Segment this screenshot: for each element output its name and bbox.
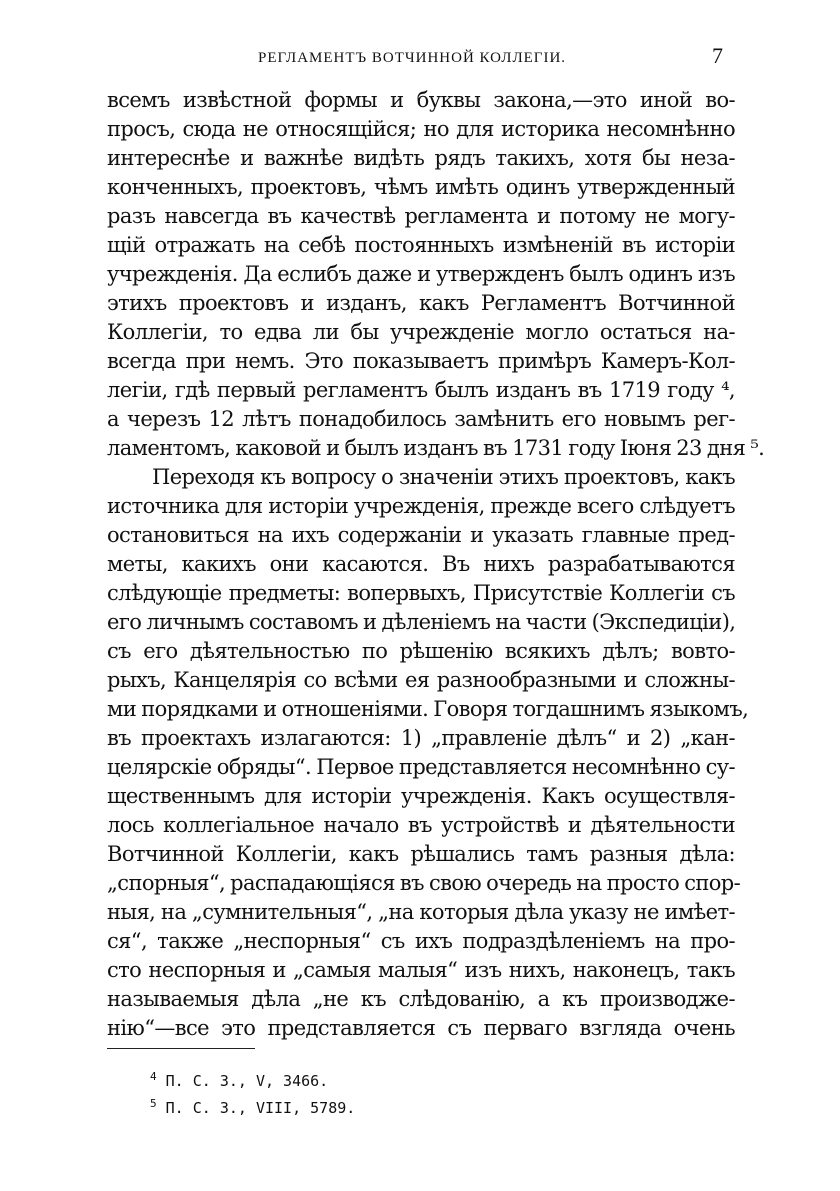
text-line: конченныхъ, проектовъ, чѣмъ имѣть одинъ утвержденный [107,175,735,199]
text-line: щественнымъ для исторіи учрежденія. Какъ осуществля- [107,784,735,808]
footnote-mark: 5 [150,1097,157,1110]
text-line: остановиться на ихъ содержаніи и указать главные пред- [107,523,735,547]
text-line: его личнымъ составомъ и дѣленіемъ на части (Экспедиціи), [107,610,736,634]
text-line: рыхъ, Канцелярія со всѣми ея разнообразными и сложны- [107,668,735,692]
text-line: съ его дѣятельностью по рѣшенію всякихъ дѣлъ; вовто- [107,639,735,663]
text-line: интереснѣе и важнѣе видѣть рядъ такихъ, хотя бы неза- [107,146,735,170]
footnote-divider [107,1048,255,1049]
running-title: РЕГЛАМЕНТЪ ВОТЧИННОЙ КОЛЛЕГІИ. [258,50,567,66]
text-line: ламентомъ, каковой и былъ изданъ въ 1731 году Іюня 23 дня ⁵. [107,436,765,460]
text-line: нію“—все это представляется съ перваго взгляда очень [107,1016,735,1040]
text-line: ся“, также „неспорныя“ съ ихъ подраздѣленіемъ на про- [107,929,735,953]
footnote-4 [150,1066,328,1092]
text-line: Коллегіи, то едва ли бы учрежденіе могло остаться на- [107,320,735,344]
text-line: сто неспорныя и „самыя малыя“ изъ нихъ, наконецъ, такъ [107,958,735,982]
text-line: легіи, гдѣ первый регламентъ былъ изданъ въ 1719 году ⁴, [107,378,735,402]
text-line: разъ навсегда въ качествѣ регламента и потому не могу- [107,204,735,228]
text-line: всегда при немъ. Это показываетъ примѣръ Камеръ-Кол- [107,349,735,373]
text-line: ми порядками и отношеніями. Говоря тогдашнимъ языкомъ, [107,697,749,721]
text-line: просъ, сюда не относящійся; но для историка несомнѣнно [107,117,735,141]
footnote-5 [150,1093,355,1119]
text-line: лось коллегіальное начало въ устройствѣ и дѣятельности [107,813,735,837]
text-line: меты, какихъ они касаются. Въ нихъ разрабатываются [107,552,735,576]
footnote-mark: 4 [150,1070,157,1083]
text-line: ныя, на „сумнительныя“, „на которыя дѣла указу не имѣет- [107,900,735,924]
text-line: Вотчинной Коллегіи, какъ рѣшались тамъ разныя дѣла: [107,842,735,866]
text-line: учрежденія. Да еслибъ даже и утвержденъ былъ одинъ изъ [107,262,735,286]
text-line: называемыя дѣла „не къ слѣдованію, а къ производже- [107,987,735,1011]
text-line: „спорныя“, распадающіяся въ свою очередь на просто спор- [107,871,741,895]
text-line: слѣдующіе предметы: вопервыхъ, Присутствіе Коллегіи съ [107,581,735,605]
text-line: а черезъ 12 лѣтъ понадобилось замѣнить его новымъ рег- [107,407,735,431]
text-line: щій отражать на себѣ постоянныхъ измѣненій въ исторіи [107,233,735,257]
page-number: 7 [712,43,723,68]
text-line: всемъ извѣстной формы и буквы закона,—это иной во- [107,88,735,112]
footnote-text: П. С. З., V, 3466. [165,1072,329,1090]
text-line: целярскіе обряды“. Первое представляется несомнѣнно су- [107,755,735,779]
text-line: источника для исторіи учрежденія, прежде всего слѣдуетъ [107,494,735,518]
text-line: этихъ проектовъ и изданъ, какъ Регламентъ Вотчинной [107,291,735,315]
footnote-text: П. С. З., VIII, 5789. [165,1099,356,1117]
text-line: въ проектахъ излагаются: 1) „правленіе дѣлъ“ и 2) „кан- [107,726,735,750]
paragraph-first-line: Переходя къ вопросу о значеніи этихъ проектовъ, какъ [152,465,735,489]
